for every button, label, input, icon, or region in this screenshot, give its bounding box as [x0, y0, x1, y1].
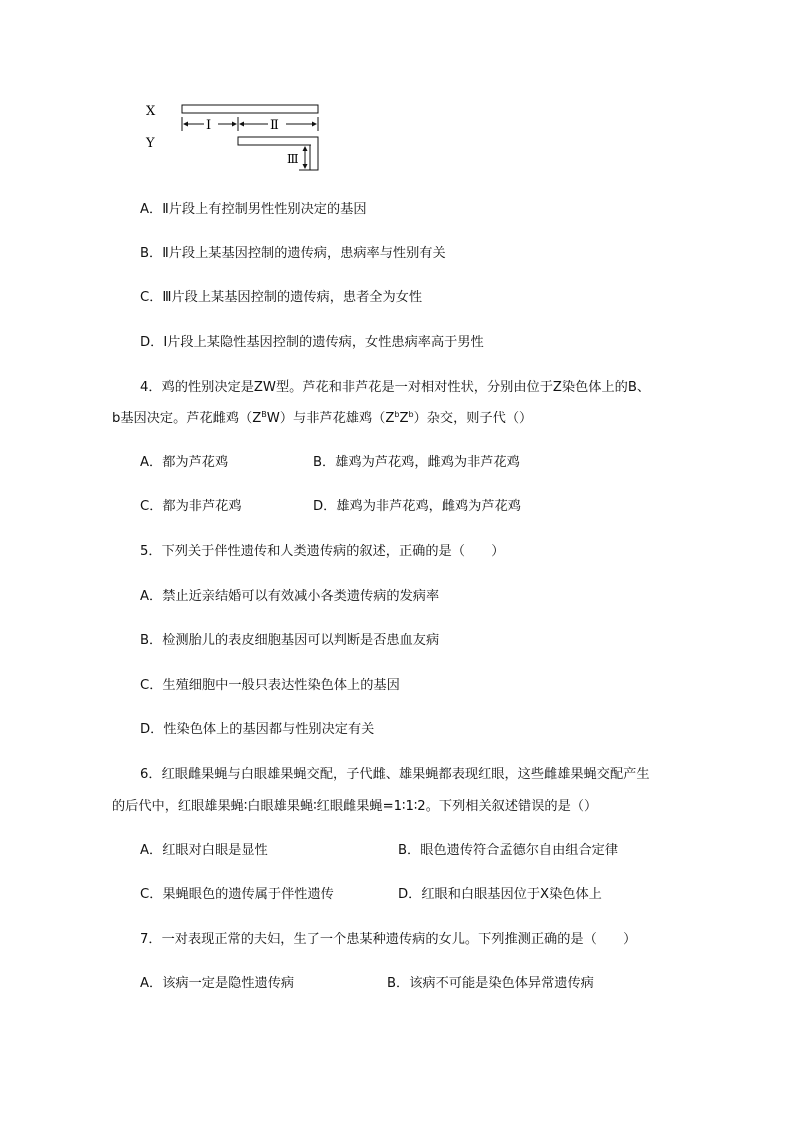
q5-option-b: B．检测胎儿的表皮细胞基因可以判断是否患血友病 [140, 633, 440, 648]
xy-chromosome-diagram [130, 96, 340, 176]
segment-2-arrowhead-right [312, 122, 317, 127]
segment-2-arrowhead-left [239, 122, 244, 127]
q6-option-d: D．红眼和白眼基因位于X染色体上 [398, 887, 602, 902]
q4-stem-part-a: b基因决定。芦花雌鸡（Z [112, 411, 262, 426]
q4-stem-line1: 4．鸡的性别决定是ZW型。芦花和非芦花是一对相对性状，分别由位于Z染色体上的B、 [140, 380, 651, 395]
q4-stem-part-d: ）杂交，则子代（） [413, 411, 533, 426]
q3-option-d: D．Ⅰ片段上某隐性基因控制的遗传病，女性患病率高于男性 [140, 335, 484, 350]
segment-3-arrowhead-bottom [303, 164, 308, 169]
q7-stem: 7．一对表现正常的夫妇，生了一个患某种遗传病的女儿。下列推测正确的是（ ） [140, 932, 637, 947]
q4-stem-part-c: Z [399, 411, 409, 426]
q4-stem-part-b: W）与非芦花雄鸡（Z [266, 411, 395, 426]
q4-option-d: D．雄鸡为非芦花鸡，雌鸡为芦花鸡 [313, 499, 521, 514]
q4-option-a: A．都为芦花鸡 [140, 455, 229, 470]
q6-option-c: C．果蝇眼色的遗传属于伴性遗传 [140, 887, 334, 902]
q4-sup-b-dominant: B [261, 410, 267, 419]
q4-sup-b-recessive-1: b [394, 410, 400, 419]
segment-2-label: Ⅱ [270, 118, 279, 133]
segment-3-label: Ⅲ [287, 152, 299, 166]
q6-option-a: A．红眼对白眼是显性 [140, 843, 268, 858]
q7-option-a: A．该病一定是隐性遗传病 [140, 976, 295, 991]
q3-option-b: B．Ⅱ片段上某基因控制的遗传病，患病率与性别有关 [140, 246, 446, 261]
q5-option-a: A．禁止近亲结婚可以有效减小各类遗传病的发病率 [140, 589, 440, 604]
q3-option-c: C．Ⅲ片段上某基因控制的遗传病，患者全为女性 [140, 290, 423, 305]
q6-stem-line2: 的后代中，红眼雄果蝇∶白眼雄果蝇∶红眼雌果蝇=1∶1∶2。下列相关叙述错误的是（） [112, 799, 598, 814]
q4-option-c: C．都为非芦花鸡 [140, 499, 242, 514]
segment-1-arrowhead-left [183, 122, 188, 127]
segment-1-arrowhead-right [232, 122, 237, 127]
q5-stem: 5．下列关于伴性遗传和人类遗传病的叙述，正确的是（ ） [140, 544, 505, 559]
segment-1-label: Ⅰ [206, 118, 212, 133]
q6-stem-line1: 6．红眼雌果蝇与白眼雄果蝇交配，子代雌、雄果蝇都表现红眼，这些雌雄果蝇交配产生 [140, 767, 650, 782]
q5-option-c: C．生殖细胞中一般只表达性染色体上的基因 [140, 678, 400, 693]
x-chromosome-label: X [146, 104, 156, 119]
q5-option-d: D．性染色体上的基因都与性别决定有关 [140, 722, 375, 737]
q4-stem-line2 [112, 411, 532, 427]
x-chromosome-bar [182, 105, 318, 113]
q3-option-a: A．Ⅱ片段上有控制男性性别决定的基因 [140, 202, 367, 217]
q7-option-b: B．该病不可能是染色体异常遗传病 [387, 976, 594, 991]
q4-sup-b-recessive-2: b [408, 410, 414, 419]
segment-3-arrowhead-top [303, 146, 308, 151]
q6-option-b: B．眼色遗传符合孟德尔自由组合定律 [398, 843, 619, 858]
y-chromosome-label: Y [146, 136, 155, 151]
q4-option-b: B．雄鸡为芦花鸡，雌鸡为非芦花鸡 [313, 455, 520, 470]
